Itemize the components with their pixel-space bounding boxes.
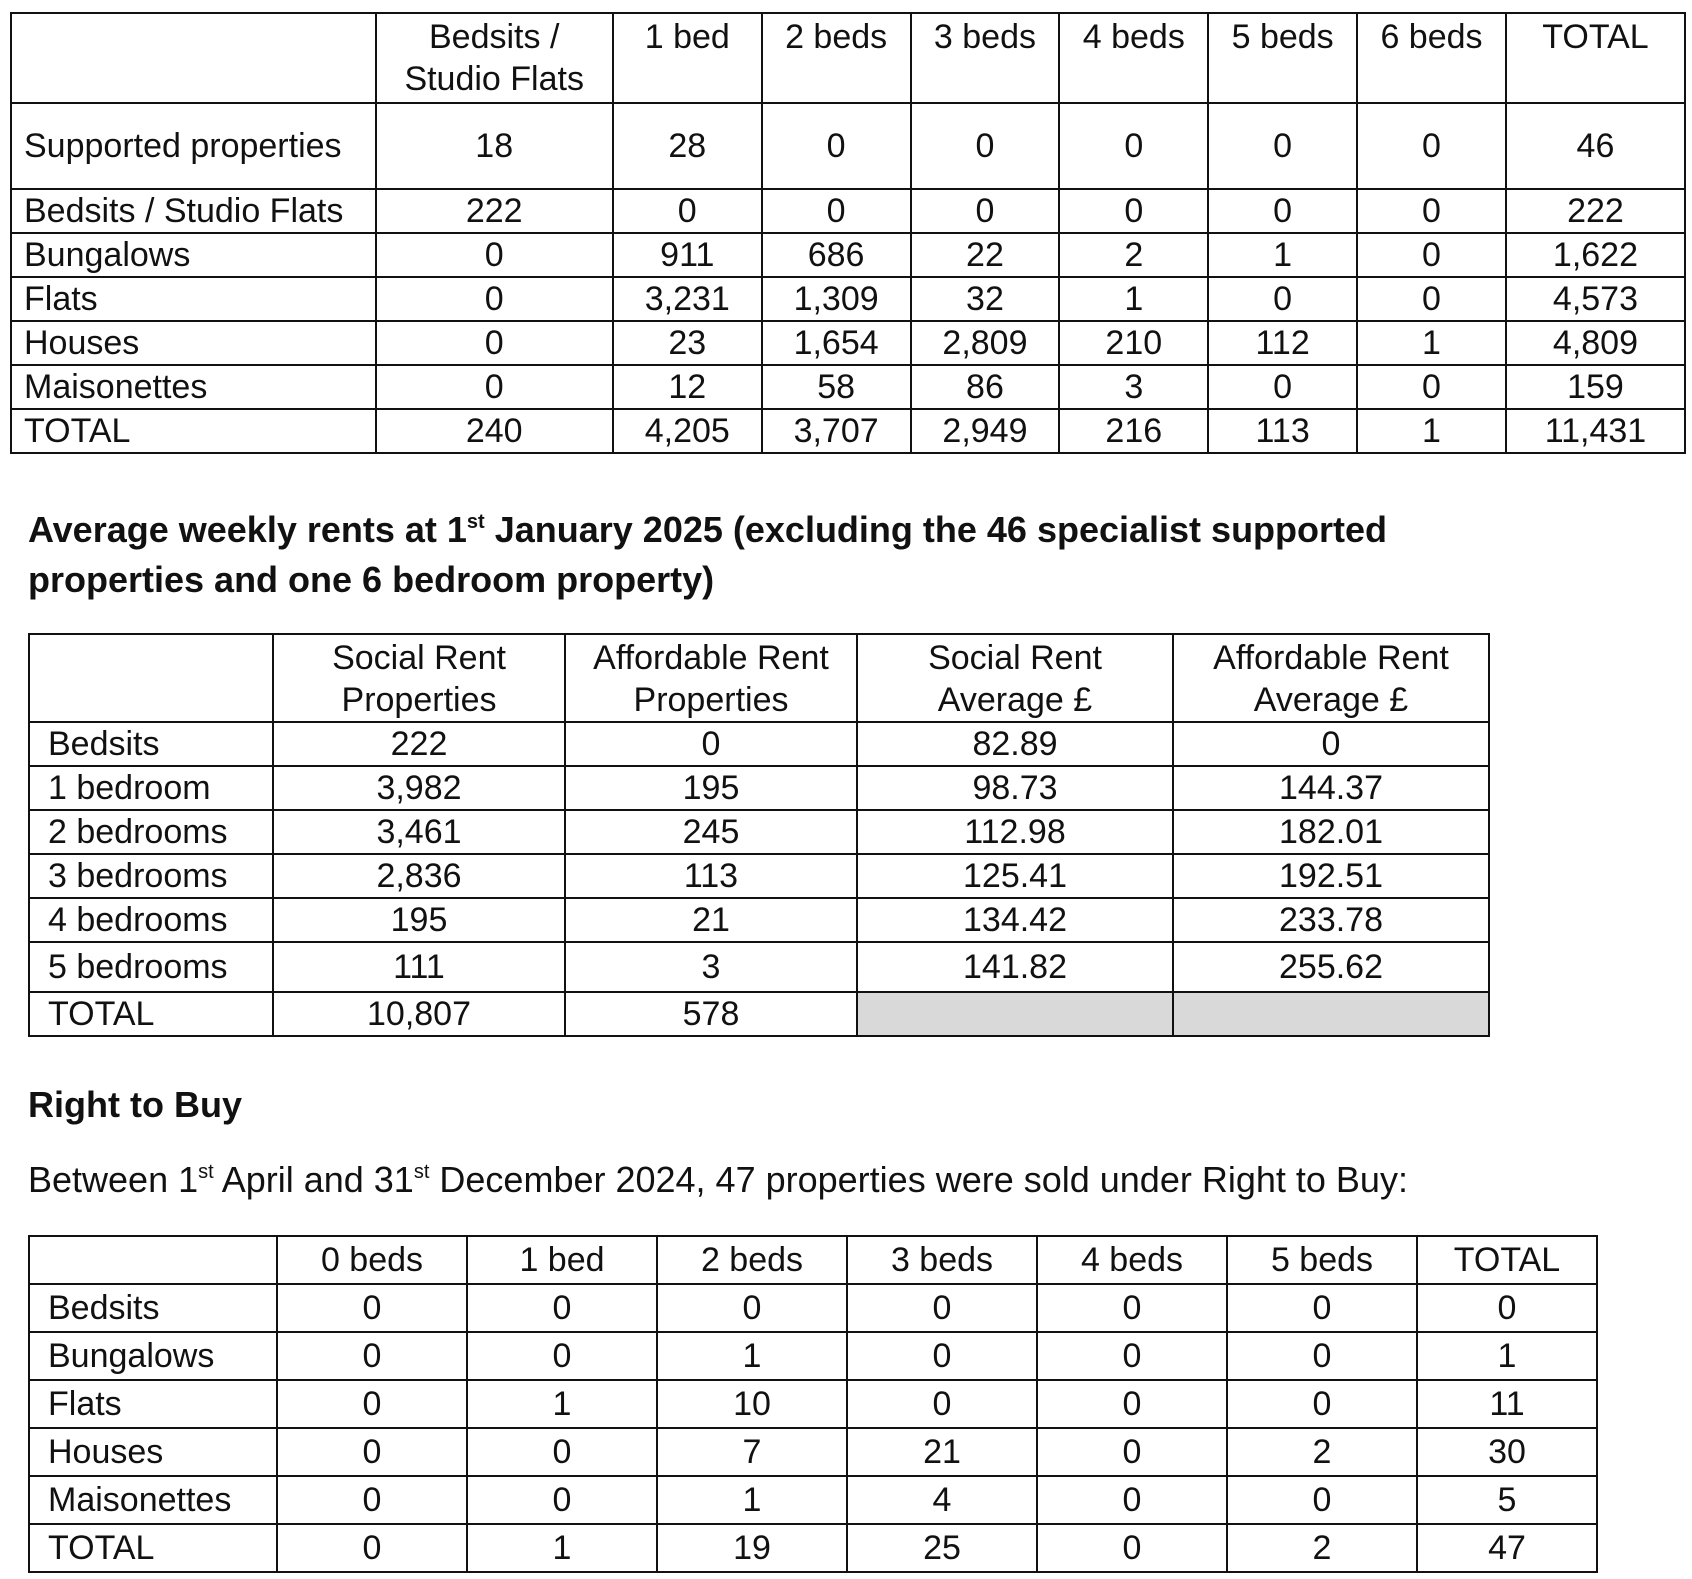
rents-header-cell: Affordable Rent Properties [565, 634, 857, 722]
rtb-cell: 0 [467, 1332, 657, 1380]
stock-header-cell: 6 beds [1357, 13, 1506, 103]
rents-heading-text-cont: January 2025 (excluding the 46 specialist supported properties and one 6 bedroom property) [28, 509, 1388, 600]
stock-cell: 0 [1357, 277, 1506, 321]
stock-header-cell: 2 beds [762, 13, 911, 103]
stock-cell: 4,573 [1506, 277, 1685, 321]
rtb-table [28, 1235, 1598, 1573]
rtb-row-label: Bedsits [29, 1284, 277, 1332]
stock-cell: 222 [1506, 189, 1685, 233]
stock-cell: 3,707 [762, 409, 911, 453]
rents-total-row [29, 992, 1489, 1036]
stock-row-label: TOTAL [11, 409, 376, 453]
rtb-cell: 7 [657, 1428, 847, 1476]
rents-cell: 98.73 [857, 766, 1173, 810]
stock-cell: 0 [376, 365, 613, 409]
rents-header-cell: Social Rent Properties [273, 634, 565, 722]
stock-cell: 0 [613, 189, 762, 233]
rtb-cell: 0 [1037, 1332, 1227, 1380]
rtb-cell: 1 [657, 1332, 847, 1380]
rtb-cell: 25 [847, 1524, 1037, 1572]
rtb-cell: 0 [1227, 1332, 1417, 1380]
rents-row-label: 5 bedrooms [29, 942, 273, 992]
stock-cell: 1,309 [762, 277, 911, 321]
rtb-header-cell: 0 beds [277, 1236, 467, 1284]
rtb-cell: 0 [277, 1284, 467, 1332]
rtb-cell: 1 [1417, 1332, 1597, 1380]
stock-cell: 4,205 [613, 409, 762, 453]
rents-cell: 0 [565, 722, 857, 766]
rtb-cell: 0 [1227, 1476, 1417, 1524]
stock-cell: 32 [911, 277, 1060, 321]
rtb-cell: 0 [467, 1284, 657, 1332]
rtb-heading: Right to Buy [28, 1084, 242, 1125]
stock-row-label: Bedsits / Studio Flats [11, 189, 376, 233]
rtb-cell: 1 [657, 1476, 847, 1524]
rtb-cell: 0 [847, 1380, 1037, 1428]
rtb-row [29, 1476, 1597, 1524]
rtb-row-label: Bungalows [29, 1332, 277, 1380]
stock-header-cell: 4 beds [1059, 13, 1208, 103]
rtb-cell: 0 [1037, 1476, 1227, 1524]
rents-cell: 112.98 [857, 810, 1173, 854]
rents-cell: 2,836 [273, 854, 565, 898]
rents-cell: 245 [565, 810, 857, 854]
stock-header-cell: Bedsits / Studio Flats [376, 13, 613, 103]
rents-cell: 125.41 [857, 854, 1173, 898]
stock-row [11, 365, 1685, 409]
stock-row [11, 233, 1685, 277]
rents-row [29, 854, 1489, 898]
rents-header-cell [29, 634, 273, 722]
stock-header-cell: TOTAL [1506, 13, 1685, 103]
rtb-header-cell: 2 beds [657, 1236, 847, 1284]
rtb-row-label: Maisonettes [29, 1476, 277, 1524]
stock-cell: 1,622 [1506, 233, 1685, 277]
rents-shaded-cell [1173, 992, 1489, 1036]
stock-total-row [11, 409, 1685, 453]
rents-table [28, 633, 1490, 1037]
rtb-cell: 30 [1417, 1428, 1597, 1476]
rents-cell: 111 [273, 942, 565, 992]
rtb-cell: 21 [847, 1428, 1037, 1476]
rents-heading-text: Average weekly rents at 1 [28, 509, 467, 550]
rtb-cell: 0 [467, 1428, 657, 1476]
rents-cell: 3 [565, 942, 857, 992]
stock-cell: 22 [911, 233, 1060, 277]
stock-cell: 0 [762, 103, 911, 189]
rtb-cell: 19 [657, 1524, 847, 1572]
stock-cell: 2 [1059, 233, 1208, 277]
rtb-cell: 0 [1417, 1284, 1597, 1332]
stock-cell: 216 [1059, 409, 1208, 453]
rtb-intro-sup: st [198, 1161, 214, 1183]
rtb-cell: 0 [277, 1476, 467, 1524]
rtb-header-row [29, 1236, 1597, 1284]
rtb-cell: 0 [1037, 1428, 1227, 1476]
rents-cell: 578 [565, 992, 857, 1036]
stock-cell: 12 [613, 365, 762, 409]
stock-cell: 18 [376, 103, 613, 189]
stock-cell: 0 [1357, 103, 1506, 189]
stock-cell: 0 [911, 189, 1060, 233]
rents-row-label: 1 bedroom [29, 766, 273, 810]
rtb-cell: 10 [657, 1380, 847, 1428]
stock-cell: 1,654 [762, 321, 911, 365]
stock-row-label: Houses [11, 321, 376, 365]
rents-cell: 192.51 [1173, 854, 1489, 898]
rtb-cell: 0 [657, 1284, 847, 1332]
rents-cell: 255.62 [1173, 942, 1489, 992]
rtb-header-cell: 3 beds [847, 1236, 1037, 1284]
rtb-intro-text: December 2024, 47 properties were sold under Right to Buy: [429, 1159, 1408, 1200]
rtb-cell: 1 [467, 1380, 657, 1428]
rents-cell: 195 [565, 766, 857, 810]
rtb-intro-text: April and 31 [213, 1159, 414, 1200]
rtb-cell: 0 [467, 1476, 657, 1524]
stock-cell: 0 [376, 321, 613, 365]
rents-header-row [29, 634, 1489, 722]
stock-cell: 0 [762, 189, 911, 233]
stock-cell: 0 [376, 277, 613, 321]
stock-cell: 210 [1059, 321, 1208, 365]
rtb-cell: 0 [277, 1332, 467, 1380]
stock-cell: 0 [1208, 365, 1357, 409]
rents-row [29, 810, 1489, 854]
rents-cell: 3,461 [273, 810, 565, 854]
rtb-cell: 0 [277, 1524, 467, 1572]
rents-row [29, 766, 1489, 810]
rtb-row [29, 1428, 1597, 1476]
rtb-cell: 0 [277, 1428, 467, 1476]
stock-row [11, 103, 1685, 189]
rtb-cell: 4 [847, 1476, 1037, 1524]
rents-header-cell: Social Rent Average £ [857, 634, 1173, 722]
rents-cell: 0 [1173, 722, 1489, 766]
rtb-cell: 1 [467, 1524, 657, 1572]
stock-row-label: Bungalows [11, 233, 376, 277]
rtb-row [29, 1380, 1597, 1428]
stock-row [11, 277, 1685, 321]
stock-table [10, 12, 1686, 454]
stock-cell: 1 [1059, 277, 1208, 321]
stock-cell: 23 [613, 321, 762, 365]
rents-shaded-cell [857, 992, 1173, 1036]
rents-header-cell: Affordable Rent Average £ [1173, 634, 1489, 722]
rents-row [29, 942, 1489, 992]
stock-cell: 86 [911, 365, 1060, 409]
stock-cell: 0 [1059, 189, 1208, 233]
stock-cell: 0 [1208, 277, 1357, 321]
stock-cell: 240 [376, 409, 613, 453]
rtb-row-label: TOTAL [29, 1524, 277, 1572]
rtb-cell: 0 [1227, 1380, 1417, 1428]
rtb-cell: 0 [277, 1380, 467, 1428]
stock-cell: 58 [762, 365, 911, 409]
rents-row-label: 4 bedrooms [29, 898, 273, 942]
stock-header-cell [11, 13, 376, 103]
stock-cell: 222 [376, 189, 613, 233]
rents-cell: 141.82 [857, 942, 1173, 992]
rents-heading [28, 505, 1528, 605]
rtb-cell: 0 [1037, 1524, 1227, 1572]
stock-cell: 0 [1357, 233, 1506, 277]
rtb-cell: 0 [847, 1284, 1037, 1332]
rents-row-label: Bedsits [29, 722, 273, 766]
rtb-intro-sup: st [413, 1161, 430, 1183]
stock-header-cell: 5 beds [1208, 13, 1357, 103]
stock-cell: 4,809 [1506, 321, 1685, 365]
stock-cell: 28 [613, 103, 762, 189]
rents-cell: 82.89 [857, 722, 1173, 766]
rtb-row-label: Flats [29, 1380, 277, 1428]
stock-row-label: Maisonettes [11, 365, 376, 409]
rtb-intro [28, 1158, 1408, 1202]
rents-heading-sup: st [466, 511, 485, 533]
stock-cell: 911 [613, 233, 762, 277]
stock-cell: 0 [911, 103, 1060, 189]
rtb-cell: 0 [847, 1332, 1037, 1380]
stock-cell: 2,949 [911, 409, 1060, 453]
rtb-cell: 0 [1227, 1284, 1417, 1332]
rtb-header-cell: TOTAL [1417, 1236, 1597, 1284]
rents-row-label: TOTAL [29, 992, 273, 1036]
rtb-row-label: Houses [29, 1428, 277, 1476]
rents-cell: 3,982 [273, 766, 565, 810]
stock-cell: 0 [1357, 365, 1506, 409]
rents-cell: 134.42 [857, 898, 1173, 942]
stock-cell: 686 [762, 233, 911, 277]
rents-cell: 182.01 [1173, 810, 1489, 854]
rtb-header-cell: 1 bed [467, 1236, 657, 1284]
rtb-row [29, 1332, 1597, 1380]
stock-cell: 0 [1208, 103, 1357, 189]
rents-cell: 113 [565, 854, 857, 898]
stock-header-cell: 1 bed [613, 13, 762, 103]
stock-header-row [11, 13, 1685, 103]
rtb-row [29, 1284, 1597, 1332]
stock-row [11, 189, 1685, 233]
rents-row [29, 898, 1489, 942]
rtb-intro-text: Between 1 [28, 1159, 199, 1200]
stock-cell: 159 [1506, 365, 1685, 409]
stock-cell: 0 [376, 233, 613, 277]
stock-cell: 2,809 [911, 321, 1060, 365]
stock-cell: 112 [1208, 321, 1357, 365]
stock-cell: 0 [1059, 103, 1208, 189]
stock-cell: 46 [1506, 103, 1685, 189]
rtb-header-cell: 4 beds [1037, 1236, 1227, 1284]
rtb-header-cell: 5 beds [1227, 1236, 1417, 1284]
rtb-cell: 0 [1037, 1284, 1227, 1332]
rtb-cell: 2 [1227, 1428, 1417, 1476]
rents-row-label: 2 bedrooms [29, 810, 273, 854]
stock-cell: 113 [1208, 409, 1357, 453]
rtb-total-row [29, 1524, 1597, 1572]
rents-row [29, 722, 1489, 766]
rents-cell: 195 [273, 898, 565, 942]
stock-header-cell: 3 beds [911, 13, 1060, 103]
stock-cell: 0 [1208, 189, 1357, 233]
stock-cell: 11,431 [1506, 409, 1685, 453]
stock-cell: 1 [1357, 321, 1506, 365]
stock-row-label: Supported properties [11, 103, 376, 189]
stock-cell: 1 [1357, 409, 1506, 453]
rtb-cell: 11 [1417, 1380, 1597, 1428]
stock-row [11, 321, 1685, 365]
rents-row-label: 3 bedrooms [29, 854, 273, 898]
rtb-header-cell [29, 1236, 277, 1284]
rtb-cell: 5 [1417, 1476, 1597, 1524]
stock-row-label: Flats [11, 277, 376, 321]
rents-cell: 222 [273, 722, 565, 766]
stock-cell: 3,231 [613, 277, 762, 321]
rtb-cell: 0 [1037, 1380, 1227, 1428]
stock-cell: 3 [1059, 365, 1208, 409]
rtb-cell: 2 [1227, 1524, 1417, 1572]
stock-cell: 1 [1208, 233, 1357, 277]
stock-cell: 0 [1357, 189, 1506, 233]
rents-cell: 10,807 [273, 992, 565, 1036]
rtb-cell: 47 [1417, 1524, 1597, 1572]
rents-cell: 21 [565, 898, 857, 942]
rents-cell: 144.37 [1173, 766, 1489, 810]
rents-cell: 233.78 [1173, 898, 1489, 942]
